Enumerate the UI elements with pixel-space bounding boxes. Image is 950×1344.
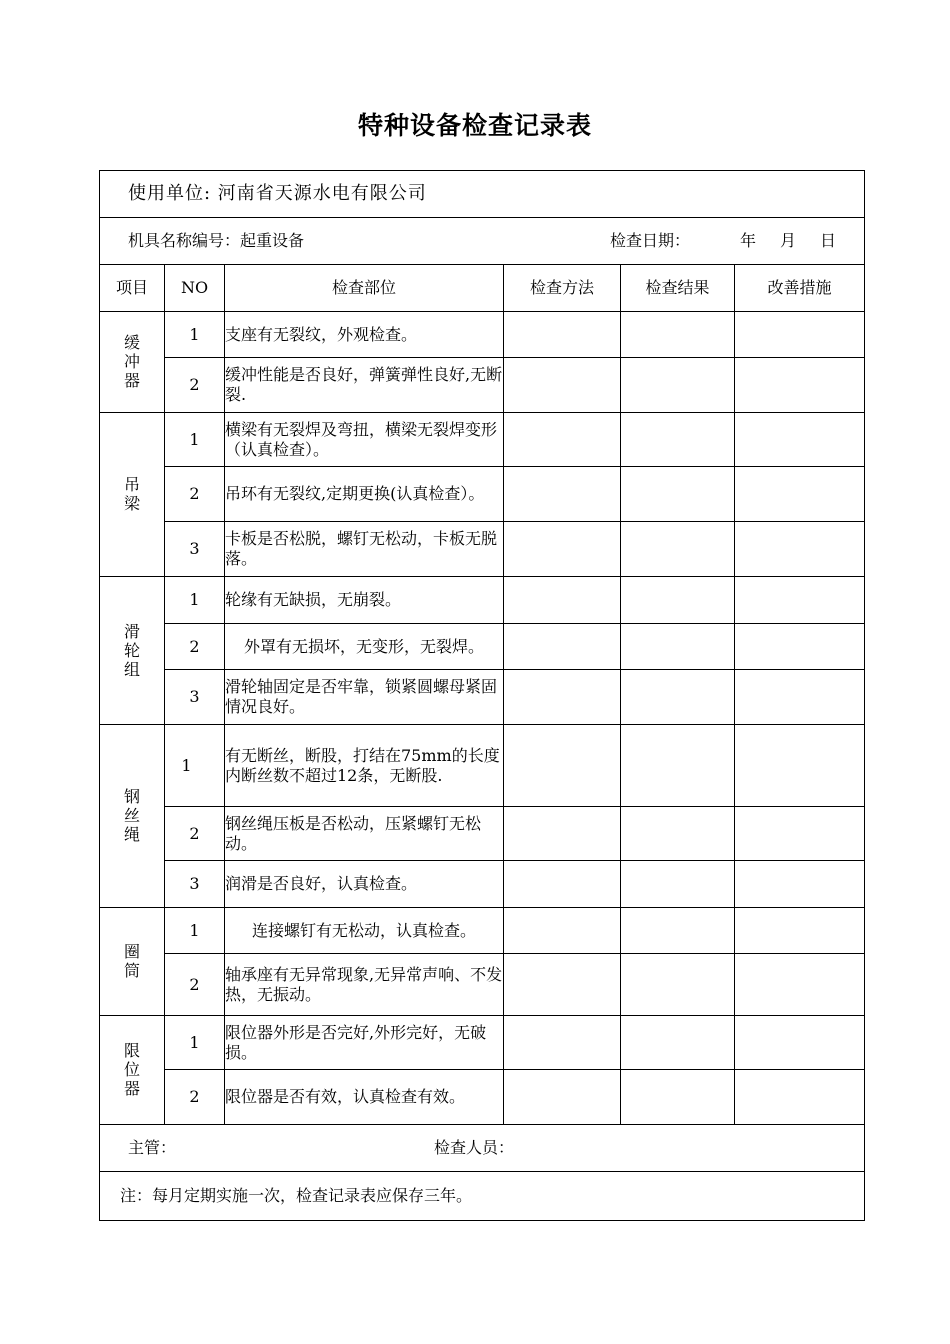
improve-cell[interactable]	[735, 908, 865, 954]
check-part: 缓冲性能是否良好，弹簧弹性良好,无断裂.	[225, 358, 504, 413]
result-cell[interactable]	[621, 807, 735, 861]
improve-cell[interactable]	[735, 807, 865, 861]
improve-cell[interactable]	[735, 1016, 865, 1070]
inspection-table	[99, 170, 865, 1221]
result-cell[interactable]	[621, 725, 735, 807]
date-fields	[740, 231, 836, 251]
check-part: 有无断丝，断股，打结在75mm的长度内断丝数不超过12条，无断股.	[225, 725, 504, 807]
date-label: 检查日期：	[609, 231, 690, 250]
method-cell[interactable]	[504, 413, 621, 467]
result-cell[interactable]	[621, 577, 735, 624]
date-year: 年	[740, 231, 757, 250]
method-cell[interactable]	[504, 670, 621, 725]
signature-row	[100, 1125, 865, 1172]
method-cell[interactable]	[504, 577, 621, 624]
check-part: 限位器外形是否完好,外形完好，无破损。	[225, 1016, 504, 1070]
equipment-name: 机具名称编号：起重设备	[128, 231, 305, 250]
header-item: 项目	[100, 265, 165, 312]
check-part: 润滑是否良好，认真检查。	[225, 861, 504, 908]
supervisor-label: 主管：	[128, 1138, 177, 1157]
result-cell[interactable]	[621, 467, 735, 522]
check-part: 卡板是否松脱，螺钉无松动，卡板无脱落。	[225, 522, 504, 577]
check-part: 吊环有无裂纹,定期更换(认真检查）。	[225, 467, 504, 522]
improve-cell[interactable]	[735, 670, 865, 725]
method-cell[interactable]	[504, 467, 621, 522]
row-no: 3	[165, 670, 225, 725]
header-improve: 改善措施	[735, 265, 865, 312]
result-cell[interactable]	[621, 1016, 735, 1070]
document-title: 特种设备检查记录表	[357, 111, 592, 140]
check-part: 限位器是否有效，认真检查有效。	[225, 1070, 504, 1125]
result-cell[interactable]	[621, 908, 735, 954]
check-part: 外罩有无损坏，无变形，无裂焊。	[225, 624, 504, 670]
improve-cell[interactable]	[735, 467, 865, 522]
row-no: 1	[165, 312, 225, 358]
result-cell[interactable]	[621, 1070, 735, 1125]
row-no: 1	[165, 413, 225, 467]
method-cell[interactable]	[504, 312, 621, 358]
method-cell[interactable]	[504, 725, 621, 807]
header-result: 检查结果	[621, 265, 735, 312]
method-cell[interactable]	[504, 861, 621, 908]
check-part: 钢丝绳压板是否松动，压紧螺钉无松动。	[225, 807, 504, 861]
group-label: 钢丝绳	[100, 725, 165, 908]
result-cell[interactable]	[621, 624, 735, 670]
row-no: 2	[165, 358, 225, 413]
group-label: 圈筒	[100, 908, 165, 1016]
improve-cell[interactable]	[735, 312, 865, 358]
result-cell[interactable]	[621, 522, 735, 577]
header-part: 检查部位	[225, 265, 504, 312]
date-month: 月	[780, 231, 797, 250]
improve-cell[interactable]	[735, 624, 865, 670]
result-cell[interactable]	[621, 954, 735, 1016]
check-part: 横梁有无裂焊及弯扭，横梁无裂焊变形（认真检查）。	[225, 413, 504, 467]
row-no: 3	[165, 861, 225, 908]
improve-cell[interactable]	[735, 577, 865, 624]
row-no: 2	[165, 954, 225, 1016]
row-no: 1	[165, 1016, 225, 1070]
check-part: 连接螺钉有无松动，认真检查。	[225, 908, 504, 954]
result-cell[interactable]	[621, 312, 735, 358]
row-no: 2	[165, 807, 225, 861]
unit-row: 使用单位: 河南省天源水电有限公司	[100, 171, 865, 218]
row-no: 1	[165, 908, 225, 954]
date-day: 日	[820, 231, 837, 250]
row-no: 1	[165, 725, 225, 807]
row-no: 2	[165, 1070, 225, 1125]
row-no: 3	[165, 522, 225, 577]
method-cell[interactable]	[504, 908, 621, 954]
improve-cell[interactable]	[735, 861, 865, 908]
method-cell[interactable]	[504, 1070, 621, 1125]
method-cell[interactable]	[504, 522, 621, 577]
header-method: 检查方法	[504, 265, 621, 312]
check-part: 轮缘有无缺损，无崩裂。	[225, 577, 504, 624]
row-no: 2	[165, 467, 225, 522]
method-cell[interactable]	[504, 1016, 621, 1070]
result-cell[interactable]	[621, 413, 735, 467]
inspector-label: 检查人员：	[434, 1138, 515, 1157]
check-part: 轴承座有无异常现象,无异常声响、不发热，无振动。	[225, 954, 504, 1016]
row-no: 1	[165, 577, 225, 624]
method-cell[interactable]	[504, 954, 621, 1016]
equipment-row	[100, 218, 865, 265]
row-no: 2	[165, 624, 225, 670]
group-label: 滑轮组	[100, 577, 165, 725]
group-label: 吊梁	[100, 413, 165, 577]
group-label: 限位器	[100, 1016, 165, 1125]
result-cell[interactable]	[621, 670, 735, 725]
improve-cell[interactable]	[735, 522, 865, 577]
header-no: NO	[165, 265, 225, 312]
result-cell[interactable]	[621, 861, 735, 908]
check-part: 滑轮轴固定是否牢靠，锁紧圆螺母紧固情况良好。	[225, 670, 504, 725]
improve-cell[interactable]	[735, 413, 865, 467]
improve-cell[interactable]	[735, 954, 865, 1016]
method-cell[interactable]	[504, 807, 621, 861]
check-part: 支座有无裂纹，外观检查。	[225, 312, 504, 358]
group-label: 缓冲器	[100, 312, 165, 413]
method-cell[interactable]	[504, 358, 621, 413]
note-row: 注：每月定期实施一次，检查记录表应保存三年。	[100, 1172, 865, 1221]
improve-cell[interactable]	[735, 1070, 865, 1125]
result-cell[interactable]	[621, 358, 735, 413]
improve-cell[interactable]	[735, 358, 865, 413]
improve-cell[interactable]	[735, 725, 865, 807]
method-cell[interactable]	[504, 624, 621, 670]
